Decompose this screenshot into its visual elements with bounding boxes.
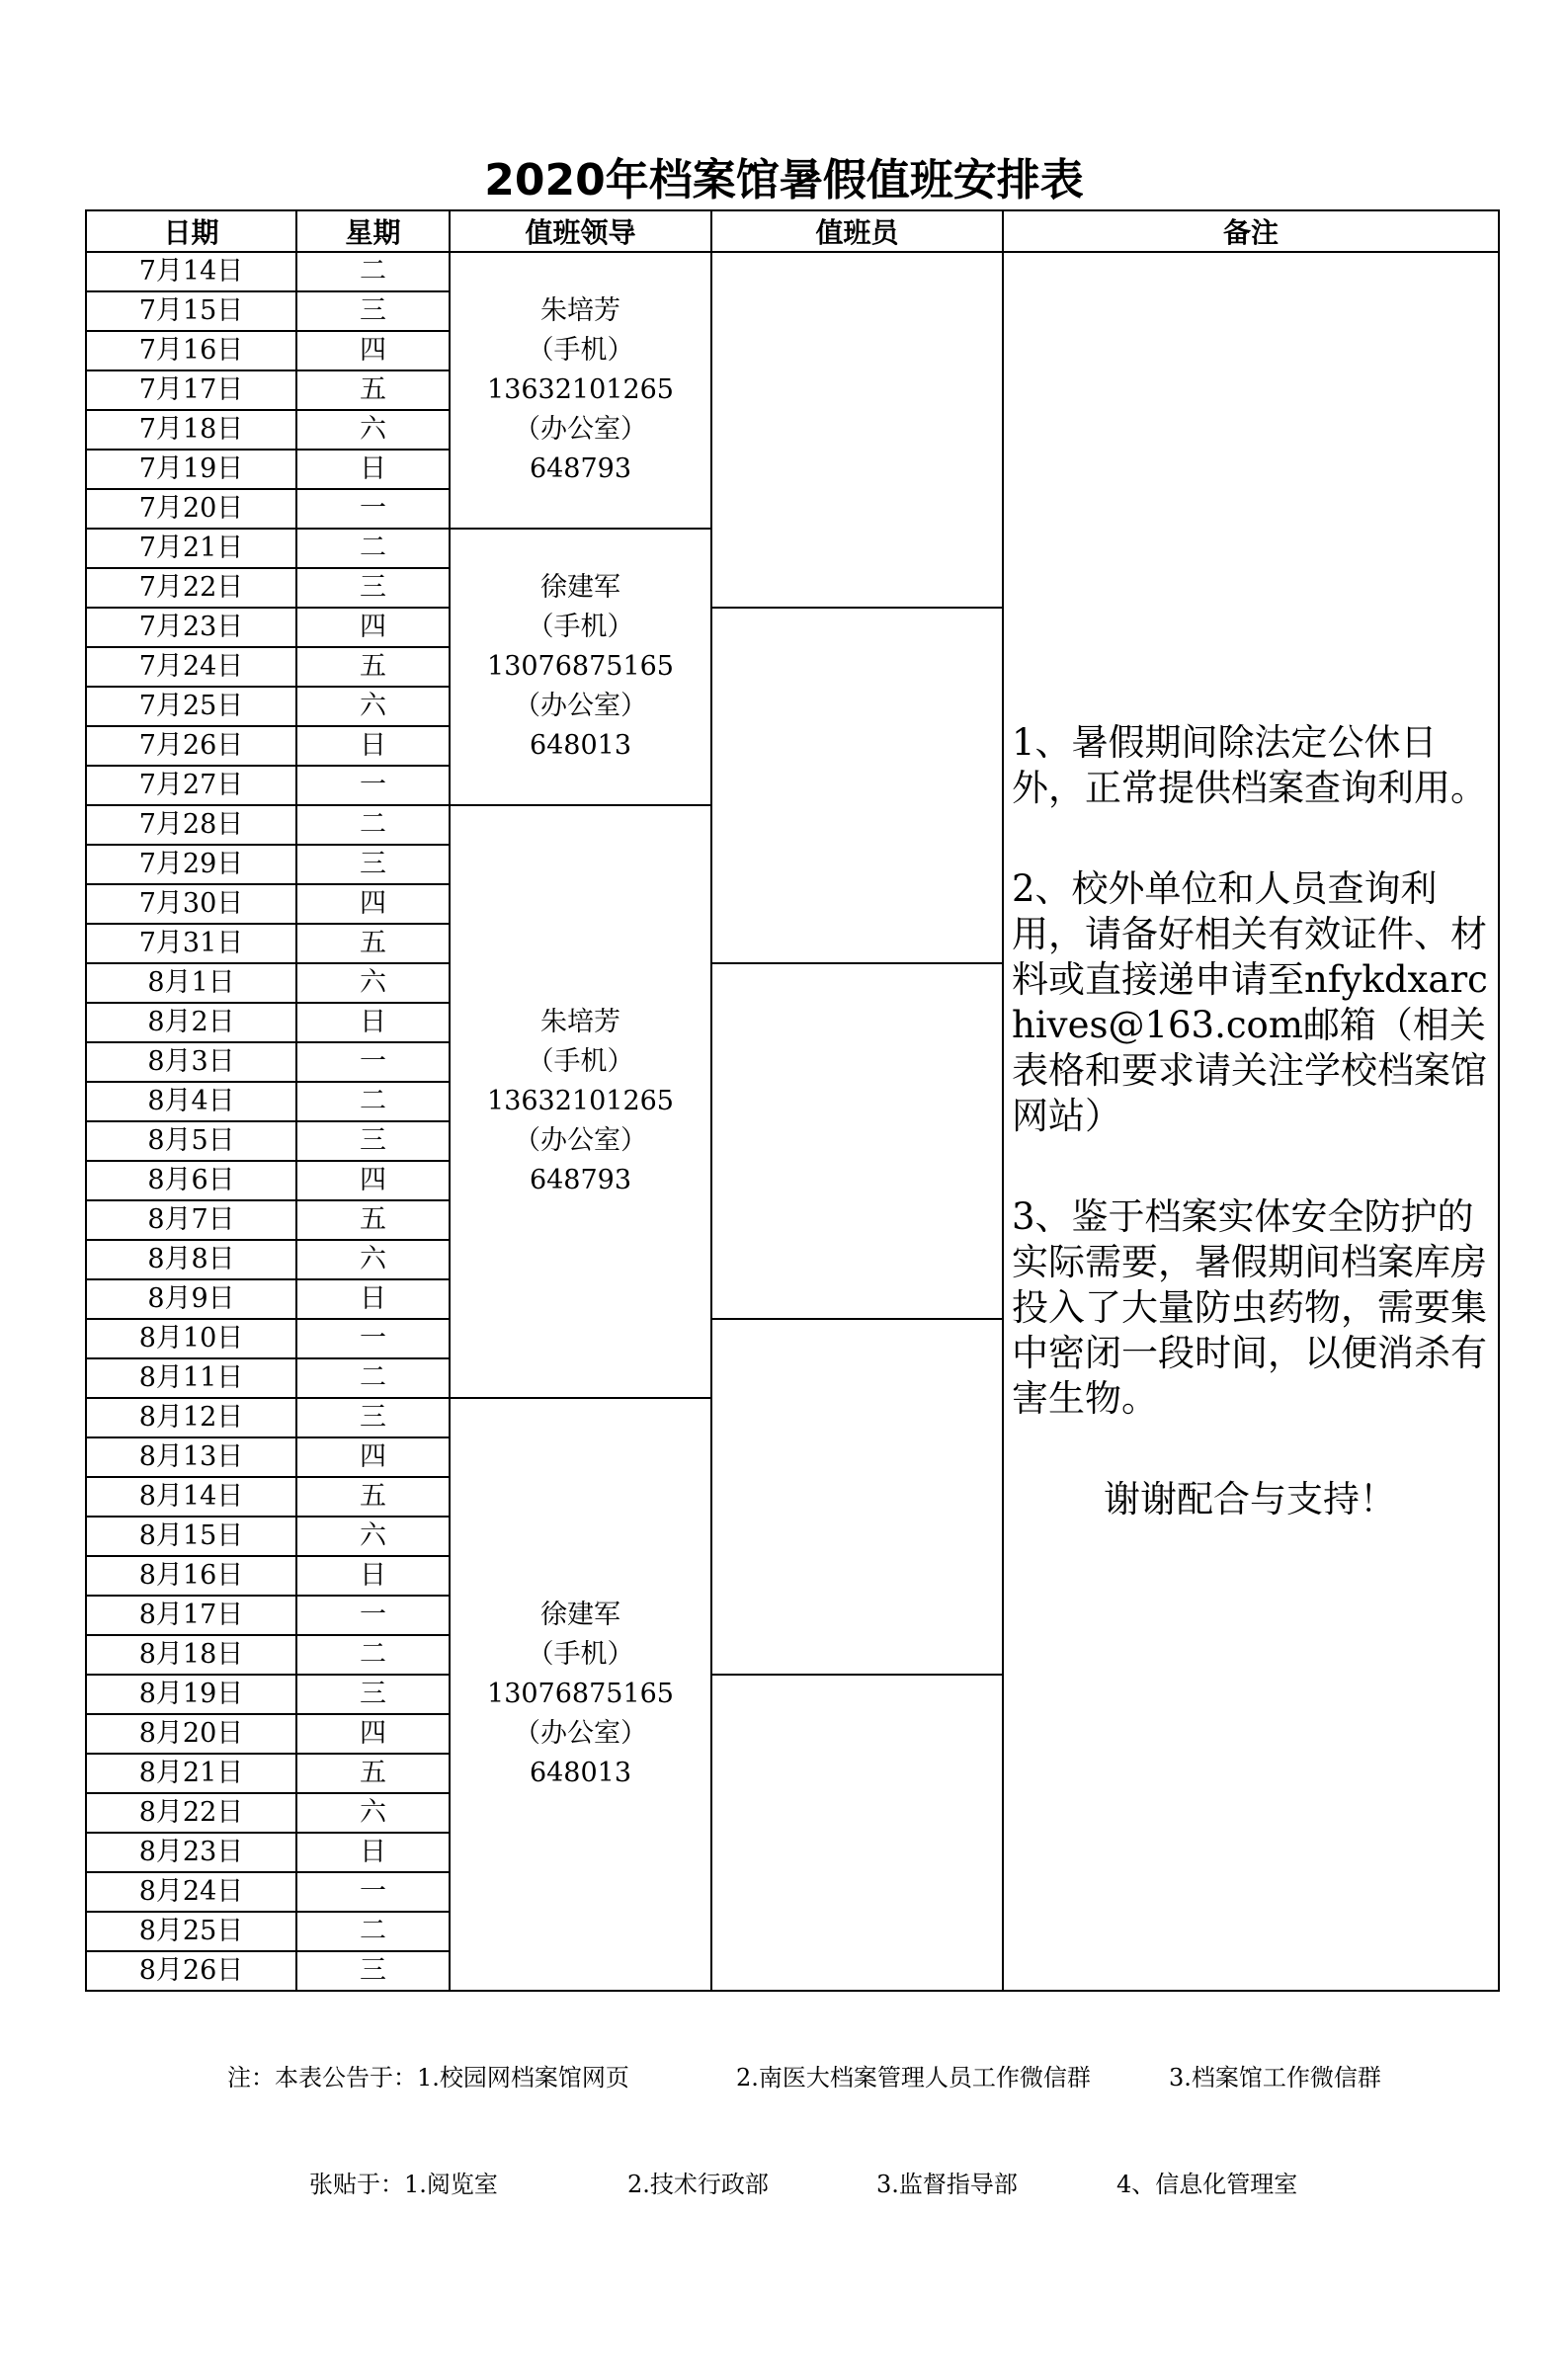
leader-mobile: 13632101265 (487, 1086, 674, 1116)
weekday-cell: 四 (296, 884, 450, 924)
weekday-cell: 四 (296, 1161, 450, 1200)
footer-displayed-3: 3.监督指导部 (876, 2171, 1018, 2198)
footer-displayed-4: 4、信息化管理室 (1116, 2171, 1298, 2198)
leader-office: 648793 (529, 1165, 632, 1195)
date-cell: 7月24日 (86, 647, 296, 687)
weekday-cell: 二 (296, 1082, 450, 1121)
date-cell: 8月7日 (86, 1200, 296, 1240)
weekday-cell: 一 (296, 1596, 450, 1635)
date-cell: 8月18日 (86, 1635, 296, 1675)
staff-cell (711, 1319, 1003, 1675)
date-cell: 8月10日 (86, 1319, 296, 1358)
staff-cell (711, 963, 1003, 1319)
leader-cell (450, 805, 711, 1398)
weekday-cell: 日 (296, 1003, 450, 1042)
date-cell: 8月12日 (86, 1398, 296, 1437)
weekday-cell: 四 (296, 608, 450, 647)
weekday-cell: 五 (296, 1477, 450, 1517)
header-notes: 备注 (1003, 210, 1499, 252)
weekday-cell: 三 (296, 1675, 450, 1714)
date-cell: 8月1日 (86, 963, 296, 1003)
duty-roster-table (85, 209, 1500, 1992)
leader-office-label: （办公室） (514, 1125, 647, 1156)
date-cell: 7月20日 (86, 489, 296, 529)
footer-displayed-1: 张贴于：1.阅览室 (309, 2171, 498, 2198)
weekday-cell: 三 (296, 568, 450, 608)
date-cell: 8月16日 (86, 1556, 296, 1596)
table-header-row (86, 210, 1499, 252)
date-cell: 8月25日 (86, 1912, 296, 1951)
date-cell: 7月28日 (86, 805, 296, 845)
leader-mobile-label: （手机） (527, 612, 634, 642)
date-cell: 7月22日 (86, 568, 296, 608)
weekday-cell: 三 (296, 1951, 450, 1991)
leader-cell (450, 252, 711, 529)
date-cell: 8月23日 (86, 1833, 296, 1872)
leader-office: 648013 (529, 1758, 632, 1788)
leader-cell (450, 529, 711, 805)
date-cell: 8月8日 (86, 1240, 296, 1279)
leader-name: 徐建军 (540, 1600, 620, 1630)
weekday-cell: 六 (296, 410, 450, 450)
weekday-cell: 三 (296, 291, 450, 331)
date-cell: 8月20日 (86, 1714, 296, 1754)
leader-name: 朱培芳 (540, 295, 620, 326)
date-cell: 8月14日 (86, 1477, 296, 1517)
date-cell: 8月9日 (86, 1279, 296, 1319)
date-cell: 8月13日 (86, 1437, 296, 1477)
weekday-cell: 一 (296, 489, 450, 529)
footer-posted-3: 3.档案馆工作微信群 (1169, 2064, 1381, 2092)
date-cell: 7月23日 (86, 608, 296, 647)
footer-notes (0, 1989, 1568, 2238)
weekday-cell: 四 (296, 1714, 450, 1754)
leader-cell (450, 1398, 711, 1991)
date-cell: 8月24日 (86, 1872, 296, 1912)
weekday-cell: 一 (296, 1319, 450, 1358)
date-cell: 8月22日 (86, 1793, 296, 1833)
weekday-cell: 三 (296, 1398, 450, 1437)
leader-office: 648013 (529, 730, 632, 761)
date-cell: 7月19日 (86, 450, 296, 489)
weekday-cell: 二 (296, 252, 450, 291)
footer-displayed-2: 2.技术行政部 (627, 2171, 769, 2198)
date-cell: 8月3日 (86, 1042, 296, 1082)
weekday-cell: 五 (296, 924, 450, 963)
date-cell: 7月18日 (86, 410, 296, 450)
weekday-cell: 日 (296, 726, 450, 766)
staff-cell (711, 608, 1003, 963)
date-cell: 8月2日 (86, 1003, 296, 1042)
staff-cell (711, 1675, 1003, 1991)
weekday-cell: 四 (296, 1437, 450, 1477)
weekday-cell: 四 (296, 331, 450, 370)
header-date: 日期 (86, 210, 296, 252)
date-cell: 7月31日 (86, 924, 296, 963)
date-cell: 7月14日 (86, 252, 296, 291)
weekday-cell: 一 (296, 1042, 450, 1082)
weekday-cell: 五 (296, 1754, 450, 1793)
leader-mobile: 13076875165 (487, 651, 674, 682)
date-cell: 8月5日 (86, 1121, 296, 1161)
date-cell: 7月16日 (86, 331, 296, 370)
date-cell: 7月29日 (86, 845, 296, 884)
leader-office-label: （办公室） (514, 691, 647, 721)
weekday-cell: 二 (296, 1358, 450, 1398)
date-cell: 8月19日 (86, 1675, 296, 1714)
thanks-text: 谢谢配合与支持！ (1104, 1478, 1396, 1520)
weekday-cell: 五 (296, 647, 450, 687)
leader-mobile-label: （手机） (527, 1046, 634, 1077)
weekday-cell: 二 (296, 1912, 450, 1951)
footer-line-2 (0, 2167, 1568, 2202)
leader-mobile: 13632101265 (487, 374, 674, 405)
weekday-cell: 二 (296, 529, 450, 568)
date-cell: 8月4日 (86, 1082, 296, 1121)
leader-office-label: （办公室） (514, 1718, 647, 1749)
weekday-cell: 二 (296, 805, 450, 845)
leader-name: 朱培芳 (540, 1007, 620, 1037)
date-cell: 8月21日 (86, 1754, 296, 1793)
weekday-cell: 一 (296, 1872, 450, 1912)
weekday-cell: 二 (296, 1635, 450, 1675)
footer-line-1 (0, 2060, 1568, 2095)
footer-posted-1: 注：本表公告于：1.校园网档案馆网页 (227, 2064, 629, 2092)
weekday-cell: 六 (296, 1793, 450, 1833)
date-cell: 7月17日 (86, 370, 296, 410)
header-leader: 值班领导 (450, 210, 711, 252)
page-title: 2020年档案馆暑假值班安排表 (484, 155, 1084, 205)
weekday-cell: 日 (296, 1279, 450, 1319)
weekday-cell: 六 (296, 1517, 450, 1556)
date-cell: 7月27日 (86, 766, 296, 805)
date-cell: 8月6日 (86, 1161, 296, 1200)
weekday-cell: 日 (296, 450, 450, 489)
weekday-cell: 六 (296, 963, 450, 1003)
footer-posted-2: 2.南医大档案管理人员工作微信群 (736, 2064, 1091, 2092)
leader-office-label: （办公室） (514, 414, 647, 445)
weekday-cell: 三 (296, 1121, 450, 1161)
header-staff: 值班员 (711, 210, 1003, 252)
weekday-cell: 五 (296, 370, 450, 410)
date-cell: 7月30日 (86, 884, 296, 924)
date-cell: 8月11日 (86, 1358, 296, 1398)
weekday-cell: 日 (296, 1833, 450, 1872)
date-cell: 7月25日 (86, 687, 296, 726)
date-cell: 8月26日 (86, 1951, 296, 1991)
leader-office: 648793 (529, 453, 632, 484)
date-cell: 7月21日 (86, 529, 296, 568)
weekday-cell: 日 (296, 1556, 450, 1596)
note-3: 3、鉴于档案实体安全防护的实际需要，暑假期间档案库房投入了大量防虫药物，需要集中密闭一段时间，以便消杀有害生物。 (1012, 1195, 1487, 1420)
note-1: 1、暑假期间除法定公休日外，正常提供档案查询利用。 (1012, 721, 1487, 809)
note-2: 2、校外单位和人员查询利用，请备好相关有效证件、材料或直接递申请至nfykdxarchives@163.com邮箱（相关表格和要求请关注学校档案馆网站） (1012, 867, 1488, 1137)
date-cell: 8月17日 (86, 1596, 296, 1635)
staff-cell (711, 252, 1003, 608)
leader-mobile-label: （手机） (527, 1639, 634, 1670)
header-weekday: 星期 (296, 210, 450, 252)
date-cell: 7月15日 (86, 291, 296, 331)
weekday-cell: 六 (296, 687, 450, 726)
weekday-cell: 一 (296, 766, 450, 805)
leader-name: 徐建军 (540, 572, 620, 603)
leader-mobile-label: （手机） (527, 335, 634, 366)
date-cell: 7月26日 (86, 726, 296, 766)
weekday-cell: 五 (296, 1200, 450, 1240)
notes-cell (1003, 252, 1499, 1991)
weekday-cell: 六 (296, 1240, 450, 1279)
weekday-cell: 三 (296, 845, 450, 884)
table-row (86, 252, 1499, 291)
leader-mobile: 13076875165 (487, 1679, 674, 1709)
date-cell: 8月15日 (86, 1517, 296, 1556)
